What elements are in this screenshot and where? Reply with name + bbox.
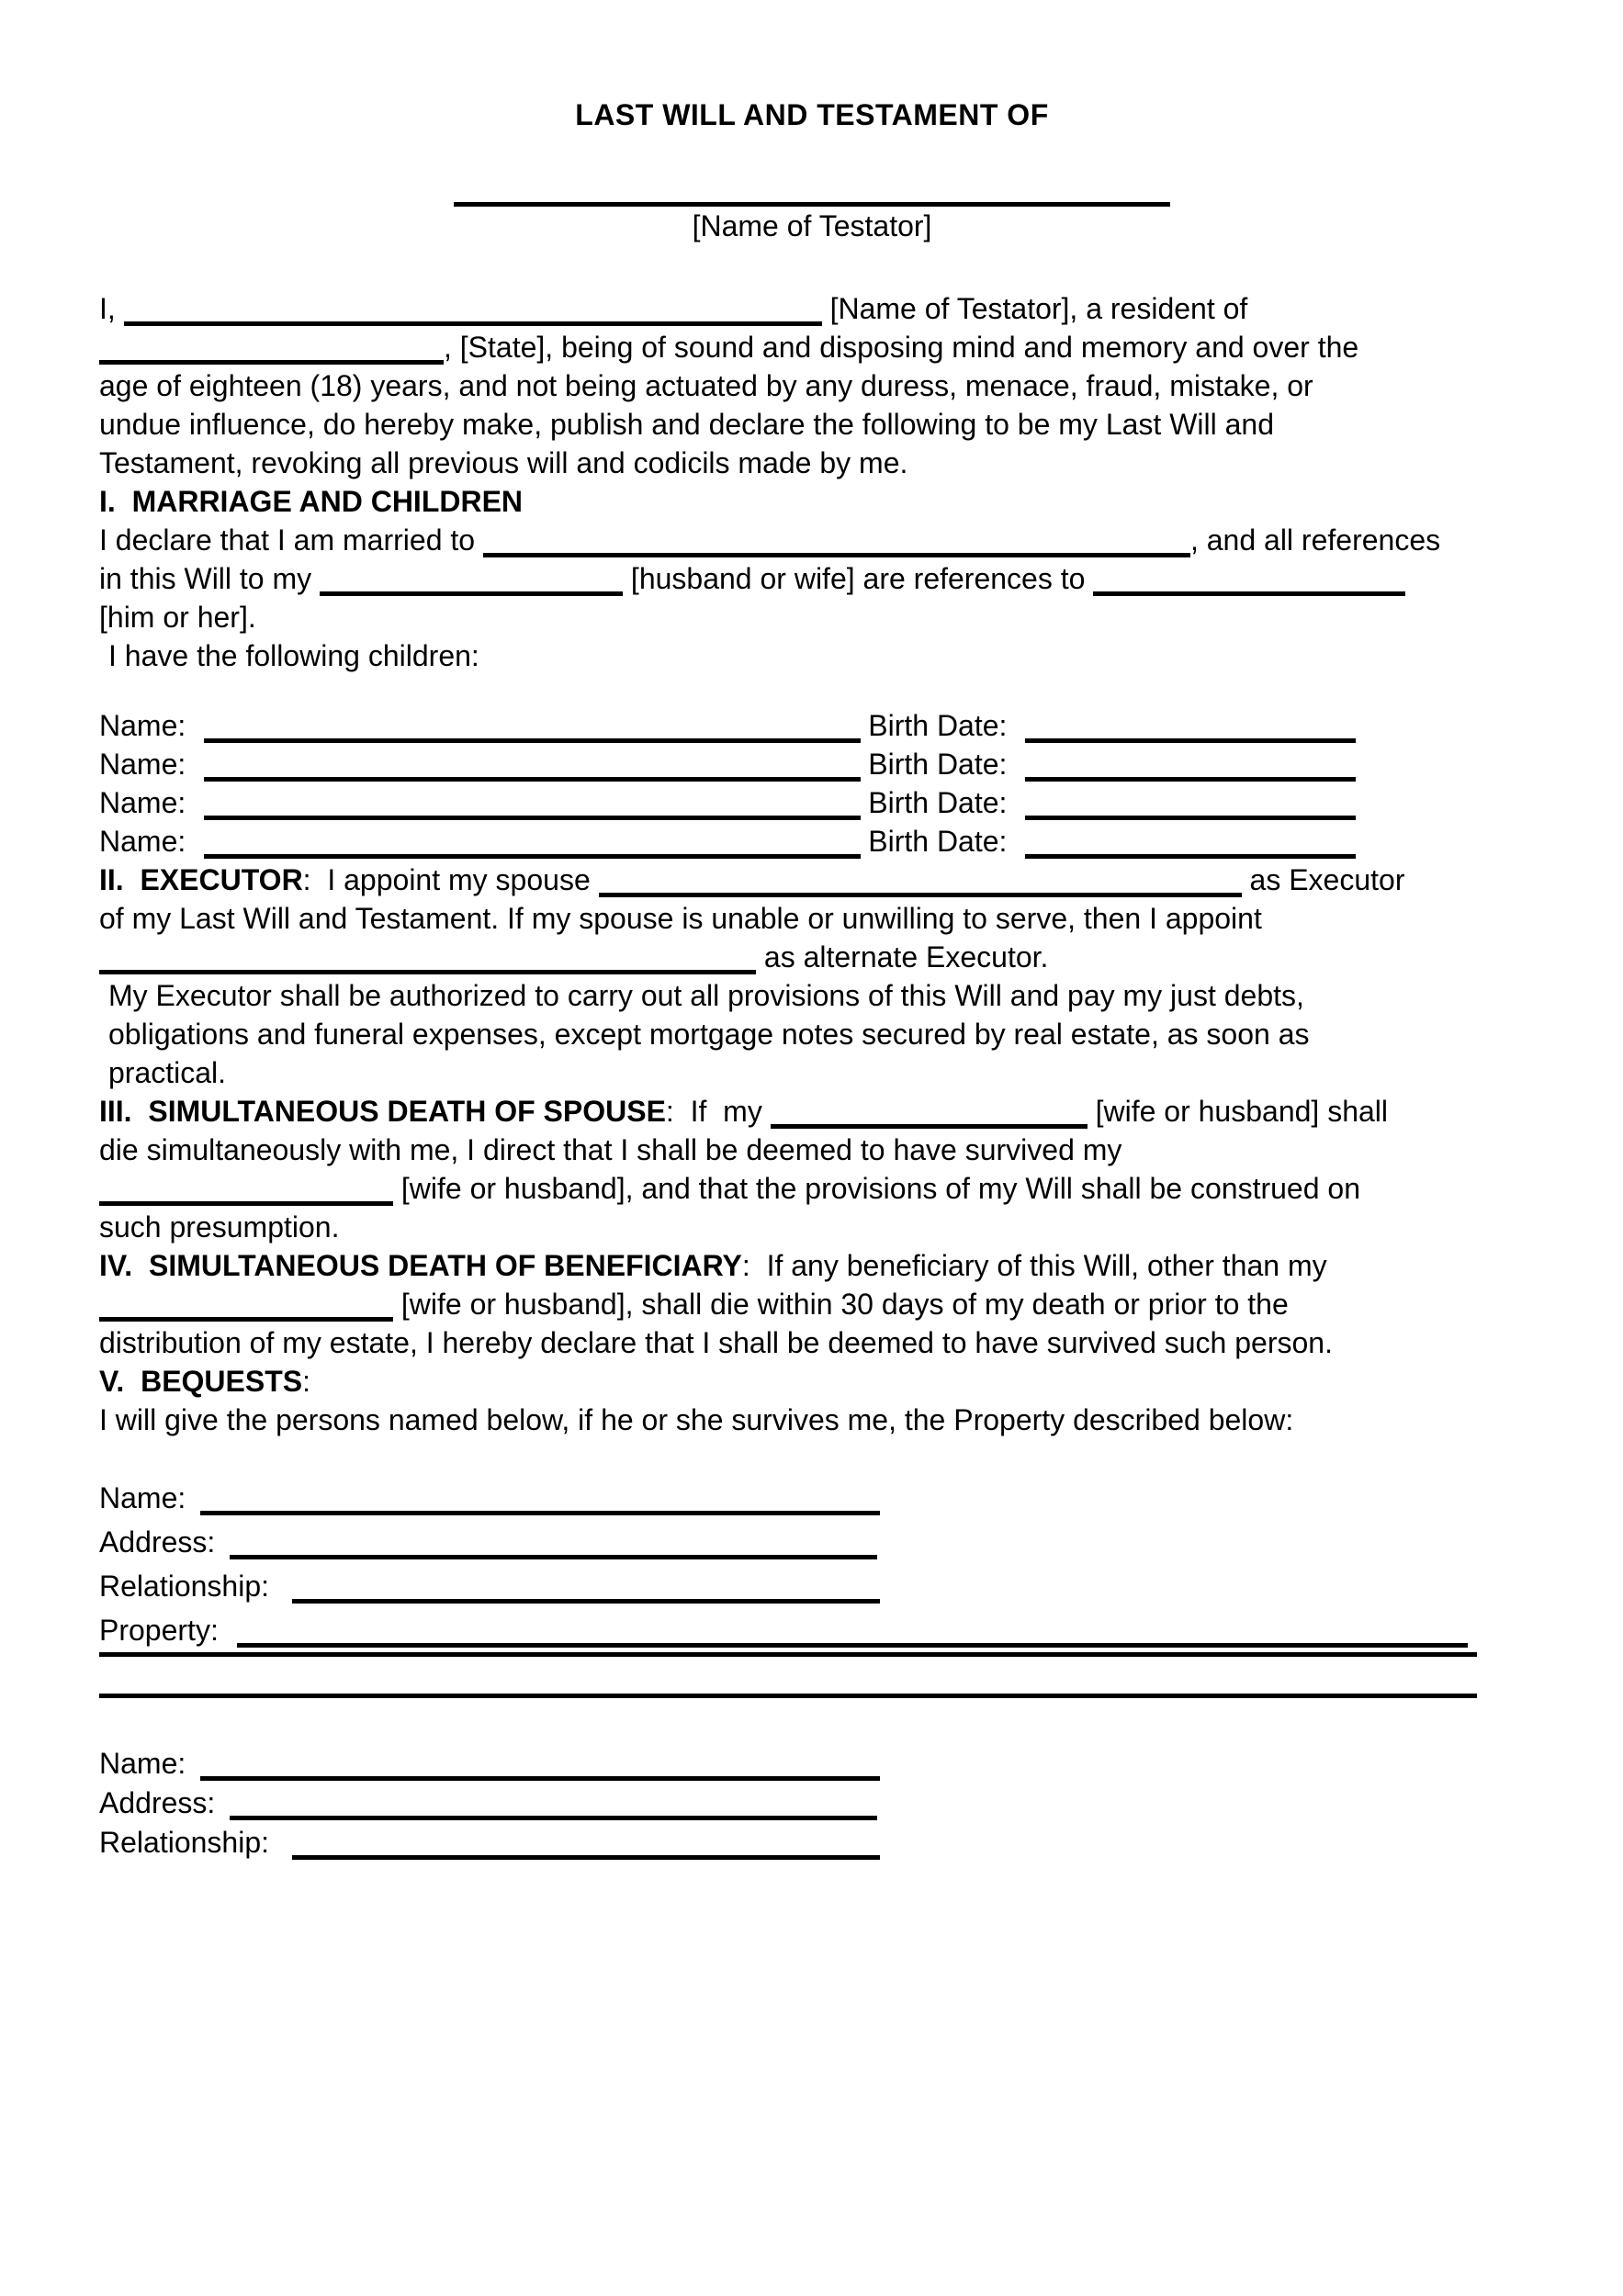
birth-date-label: Birth Date: (868, 786, 1008, 819)
sdob-text: [wife or husband], shall die within 30 days of my death or prior to the (393, 1288, 1289, 1321)
sdos-text: such presumption. (99, 1210, 340, 1244)
simultaneous-death-beneficiary-paragraph (99, 1246, 1525, 1362)
bequests-intro: I will give the persons named below, if he or she survives me, the Property described below: (99, 1403, 1294, 1436)
bequest1-property-blank[interactable] (237, 1643, 1468, 1648)
bequest1-address-blank[interactable] (230, 1555, 877, 1559)
child-birthdate-blank-1[interactable] (1025, 738, 1356, 743)
children-intro: I have the following children: (108, 639, 479, 672)
address-label: Address: (99, 1786, 216, 1819)
child-name-blank-4[interactable] (204, 854, 861, 859)
simultaneous-death-spouse-paragraph (99, 1092, 1525, 1246)
section-heading-bequests (99, 1362, 1525, 1401)
executor-text: : I appoint my spouse (302, 863, 599, 896)
sdob-text: distribution of my estate, I hereby declare that I shall be deemed to have survived such person. (99, 1326, 1333, 1359)
name-label: Name: (99, 709, 186, 742)
sdob-text: : If any beneficiary of this Will, other than my (741, 1249, 1327, 1282)
testator-name-blank[interactable] (124, 321, 822, 326)
executor-paragraph (99, 861, 1525, 976)
child-name-blank-2[interactable] (204, 777, 861, 782)
child-birthdate-blank-2[interactable] (1025, 777, 1356, 782)
executor-spouse-blank[interactable] (599, 893, 1242, 897)
relationship-label: Relationship: (99, 1570, 269, 1603)
intro-text: undue influence, do hereby make, publish and declare the following to be my Last Will and (99, 408, 1274, 441)
children-list (99, 706, 1525, 861)
executor-duties-paragraph (99, 976, 1525, 1092)
sdos-text: [wife or husband], and that the provisions of my Will shall be construed on (393, 1172, 1360, 1205)
duties-text: practical. (108, 1056, 227, 1089)
address-label: Address: (99, 1525, 216, 1559)
child-row-4 (99, 822, 1525, 861)
duties-text: My Executor shall be authorized to carry out all provisions of this Will and pay my just debts, (108, 979, 1304, 1012)
bequest1-name-blank[interactable] (200, 1511, 880, 1515)
executor-text: as alternate Executor. (756, 940, 1049, 974)
intro-text: [Name of Testator], a resident of (821, 292, 1248, 325)
child-row-3 (99, 783, 1525, 822)
bequest2-address-row (99, 1784, 1525, 1823)
relationship-label: Relationship: (99, 1826, 269, 1859)
sdos-text: die simultaneously with me, I direct that I shall be deemed to have survived my (99, 1133, 1122, 1166)
bequests-heading-colon: : (302, 1365, 310, 1398)
child-row-1 (99, 706, 1525, 745)
marriage-text: [him or her]. (99, 601, 256, 634)
birth-date-label: Birth Date: (868, 748, 1008, 781)
spouse-name-blank[interactable] (483, 553, 1190, 557)
intro-paragraph (99, 289, 1525, 482)
property-continuation-line-1[interactable] (99, 1652, 1477, 1657)
executor-text: as Executor (1241, 863, 1405, 896)
marriage-text: in this Will to my (99, 562, 321, 595)
intro-text: age of eighteen (18) years, and not being actuated by any duress, menace, fraud, mistake, or (99, 369, 1313, 402)
section-heading-sdos: III. SIMULTANEOUS DEATH OF SPOUSE (99, 1095, 666, 1128)
spouse-term-blank[interactable] (320, 591, 623, 596)
duties-text: obligations and funeral expenses, except mortgage notes secured by real estate, as soon as (108, 1018, 1310, 1051)
name-label: Name: (99, 1747, 186, 1780)
marriage-paragraph (99, 521, 1525, 636)
sdos-text: [wife or husband] shall (1087, 1095, 1388, 1128)
bequest-block-1 (99, 1476, 1525, 1652)
alternate-executor-blank[interactable] (99, 970, 756, 974)
section-heading-marriage: I. MARRIAGE AND CHILDREN (99, 485, 524, 518)
birth-date-label: Birth Date: (868, 825, 1008, 858)
executor-text: of my Last Will and Testament. If my spouse is unable or unwilling to serve, then I appoint (99, 902, 1262, 935)
bequest1-name-row (99, 1476, 1525, 1520)
state-blank[interactable] (99, 360, 444, 365)
child-row-2 (99, 745, 1525, 783)
name-label: Name: (99, 748, 186, 781)
name-label: Name: (99, 786, 186, 819)
bequests-heading-text: V. BEQUESTS (99, 1365, 303, 1398)
property-label: Property: (99, 1614, 219, 1647)
sdos-spouse-term-blank-2[interactable] (99, 1201, 393, 1206)
bequest1-address-row (99, 1520, 1525, 1564)
sdos-text: : If my (665, 1095, 771, 1128)
sdob-spouse-term-blank[interactable] (99, 1317, 393, 1322)
bequest1-relationship-row (99, 1564, 1525, 1608)
spouse-reference-blank[interactable] (1093, 591, 1405, 596)
marriage-text: I declare that I am married to (99, 523, 483, 557)
intro-text: Testament, revoking all previous will and codicils made by me. (99, 446, 908, 479)
child-name-blank-3[interactable] (204, 816, 861, 820)
sdos-spouse-term-blank-1[interactable] (771, 1124, 1088, 1129)
intro-text: , [State], being of sound and disposing mind and memory and over the (444, 331, 1359, 364)
child-name-blank-1[interactable] (204, 738, 861, 743)
birth-date-label: Birth Date: (868, 709, 1008, 742)
bequest2-address-blank[interactable] (230, 1816, 877, 1820)
property-continuation-line-2[interactable] (99, 1694, 1477, 1698)
bequest1-property-row (99, 1608, 1525, 1652)
section-heading-sdob: IV. SIMULTANEOUS DEATH OF BENEFICIARY (99, 1249, 742, 1282)
child-birthdate-blank-3[interactable] (1025, 816, 1356, 820)
child-birthdate-blank-4[interactable] (1025, 854, 1356, 859)
intro-text: I, (99, 292, 124, 325)
document-title: LAST WILL AND TESTAMENT OF (575, 98, 1049, 131)
bequest2-name-blank[interactable] (200, 1776, 880, 1781)
bequest-block-2 (99, 1744, 1525, 1863)
bequest2-relationship-blank[interactable] (292, 1855, 880, 1860)
section-heading-executor: II. EXECUTOR (99, 863, 303, 896)
name-label: Name: (99, 825, 186, 858)
marriage-text: , and all references (1189, 523, 1441, 557)
testator-name-caption: [Name of Testator] (692, 209, 932, 242)
name-label: Name: (99, 1481, 186, 1514)
bequest1-relationship-blank[interactable] (292, 1599, 880, 1604)
bequest2-name-row (99, 1744, 1525, 1784)
bequest2-relationship-row (99, 1823, 1525, 1863)
marriage-text: [husband or wife] are references to (623, 562, 1094, 595)
